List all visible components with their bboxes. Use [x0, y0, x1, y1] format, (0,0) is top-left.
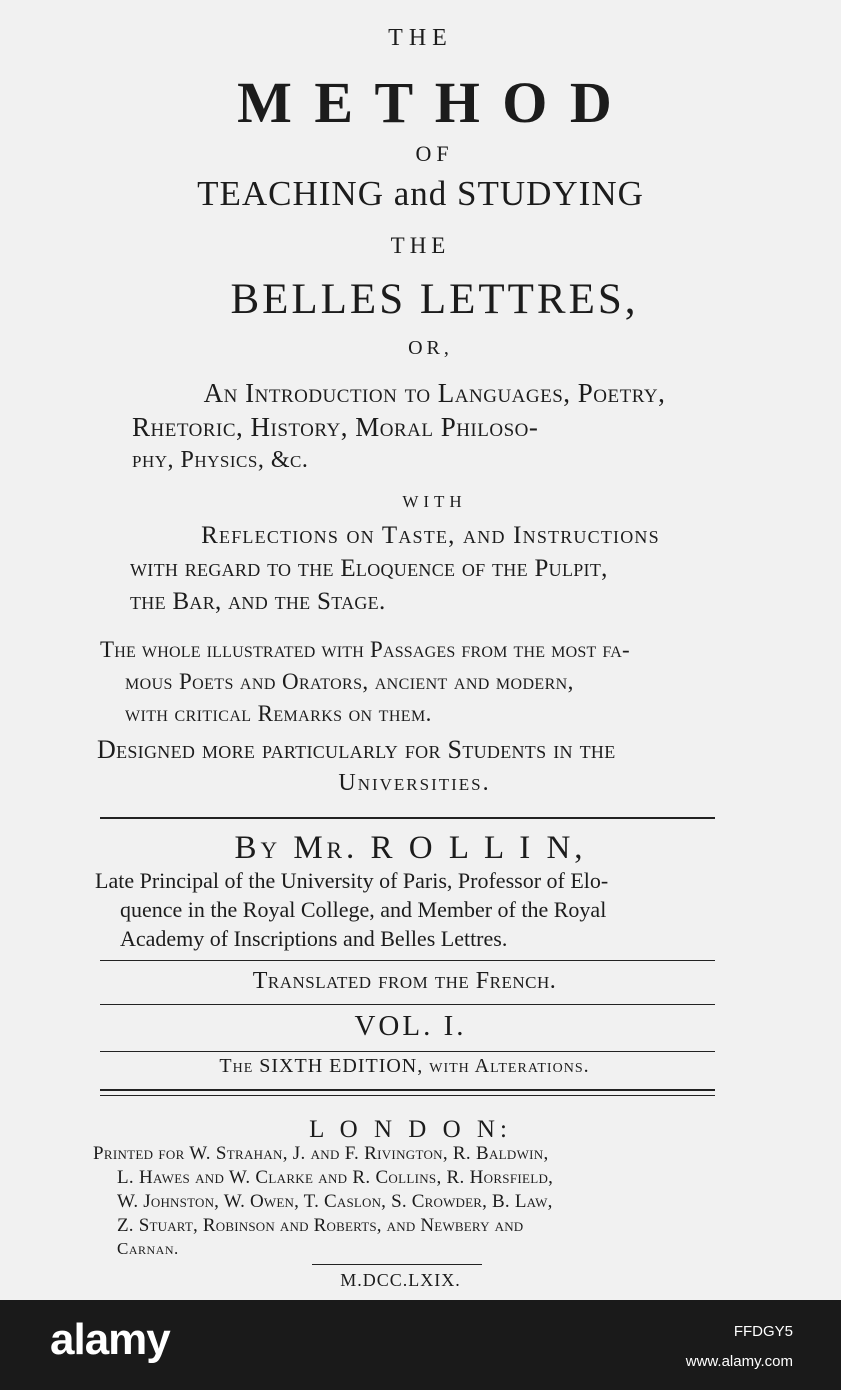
- designed-line-1: Designed more particularly for Students in the: [97, 735, 616, 764]
- intro-line-3: phy, Physics, &c.: [132, 447, 309, 473]
- printed-line-1: Printed for W. Strahan, J. and F. Rivington, R. Baldwin,: [93, 1143, 549, 1164]
- rule-5b: [100, 1095, 715, 1096]
- heading-with: WITH: [402, 492, 467, 511]
- whole-line-2: mous Poets and Orators, ancient and modern,: [125, 669, 574, 694]
- site-url-label: www.alamy.com: [685, 1353, 793, 1370]
- image-id-label: FFDGY5: [733, 1323, 793, 1340]
- late-line-2: quence in the Royal College, and Member of the Royal: [120, 897, 607, 922]
- volume-line: VOL. I.: [354, 1010, 467, 1042]
- whole-line-3: with critical Remarks on them.: [125, 701, 432, 726]
- printed-line-4: Z. Stuart, Robinson and Roberts, and Newbery and: [117, 1215, 524, 1236]
- designed-line-2: Universities.: [338, 770, 491, 796]
- rule-4: [100, 1051, 715, 1052]
- reflections-line-2: with regard to the Eloquence of the Pulpit,: [130, 555, 608, 582]
- late-line-3: Academy of Inscriptions and Belles Lettres.: [120, 926, 508, 951]
- reflections-line-1: Reflections on Taste, and Instructions: [201, 522, 660, 549]
- rule-3: [100, 1004, 715, 1005]
- printed-line-5: Carnan.: [117, 1239, 179, 1258]
- london-line: L O N D O N:: [309, 1116, 512, 1143]
- heading-method: M E T H O D: [237, 70, 616, 135]
- heading-teaching: TEACHING and STUDYING: [197, 174, 644, 213]
- printed-line-2: L. Hawes and W. Clarke and R. Collins, R. Horsfield,: [117, 1167, 554, 1188]
- printed-line-3: W. Johnston, W. Owen, T. Caslon, S. Crowder, B. Law,: [117, 1191, 553, 1212]
- author-line: By Mr. R O L L I N,: [234, 830, 587, 866]
- heading-the-2: THE: [390, 233, 451, 258]
- alamy-logo: alamy: [50, 1315, 170, 1364]
- heading-of: OF: [415, 141, 454, 166]
- intro-line-2: Rhetoric, History, Moral Philoso-: [132, 412, 539, 442]
- rule-6: [312, 1264, 482, 1265]
- heading-belles-lettres: BELLES LETTRES,: [230, 276, 639, 323]
- intro-line-1: An Introduction to Languages, Poetry,: [203, 378, 666, 408]
- year-line: M.DCC.LXIX.: [340, 1270, 461, 1290]
- rule-2: [100, 960, 715, 961]
- whole-line-1: The whole illustrated with Passages from the most fa-: [100, 637, 630, 662]
- reflections-line-3: the Bar, and the Stage.: [130, 588, 386, 615]
- late-line-1: Late Principal of the University of Paris, Professor of Elo-: [95, 868, 609, 893]
- rule-5a: [100, 1089, 715, 1091]
- edition-line: The SIXTH EDITION, with Alterations.: [219, 1055, 590, 1077]
- rule-1: [100, 817, 715, 819]
- heading-or: OR,: [408, 337, 453, 359]
- translated-line: Translated from the French.: [252, 968, 557, 994]
- heading-the: THE: [388, 25, 453, 51]
